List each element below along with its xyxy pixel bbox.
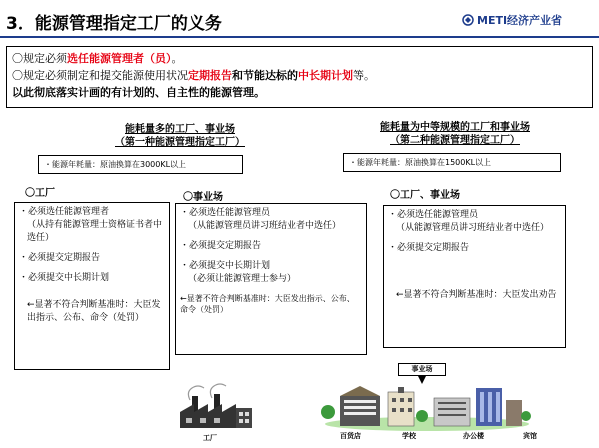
intro-line-1-prefix: 〇规定必须 [12, 52, 67, 65]
both-item-2: ・必须提交定期报告 [388, 243, 470, 253]
both-item-1: ・必须选任能源管理员 [388, 210, 479, 220]
page-title: 3．能源管理指定工厂的义务 [6, 14, 222, 34]
business-buildings-illustration-icon [322, 384, 532, 430]
business-item-2: ・必须提交定期报告 [180, 241, 262, 251]
office-label: 办公楼 [463, 432, 484, 440]
intro-line-2 [12, 67, 587, 84]
business-section-label: 〇事业场 [183, 192, 223, 203]
business-tag: 事业场 [398, 363, 446, 376]
right-col-heading-2: （第二种能源管理指定工厂） [390, 135, 520, 146]
business-item-3-sub: （必须让能源管理士参与） [188, 274, 297, 284]
business-penalty: ←显著不符合判断基准时：大臣发出指示、公布、命令（处罚） [180, 294, 355, 314]
dept-store-label: 百货店 [340, 432, 361, 440]
factory-item-1-sub: （从持有能源管理士资格证书者中选任） [27, 220, 163, 243]
intro-line-1-suffix: 。 [171, 52, 183, 65]
intro-line-2-prefix: 〇规定必须制定和提交能源使用状况 [12, 69, 188, 82]
factory-item-3: ・必须提交中长期计划 [19, 273, 110, 283]
factory-illustration-icon [178, 382, 258, 432]
left-col-heading-1: 能耗量多的工厂、事业场 [125, 124, 235, 135]
both-obligations-box [383, 205, 566, 348]
business-item-1: ・必须选任能源管理员 [180, 208, 271, 218]
both-penalty: ←显著不符合判断基准时：大臣发出劝告 [396, 290, 557, 300]
left-col-heading [90, 123, 270, 149]
meti-logo-icon [462, 14, 474, 26]
intro-line-1-highlight: 选任能源管理者（员） [67, 52, 172, 65]
school-label: 学校 [402, 432, 416, 440]
intro-line-1 [12, 50, 587, 67]
right-col-heading [350, 121, 560, 147]
meti-logo [462, 12, 562, 28]
factory-item-2: ・必须提交定期报告 [19, 253, 101, 263]
intro-line-2-mid: 和节能达标的 [232, 69, 298, 82]
left-col-heading-2: （第一种能源管理指定工厂） [115, 137, 245, 148]
intro-box [6, 46, 593, 108]
both-section-label: 〇工厂、事业场 [390, 190, 460, 201]
left-col-criterion: ・能源年耗量：原油换算在3000KL以上 [38, 155, 243, 174]
factory-illustration-label: 工厂 [203, 434, 217, 442]
title-divider [0, 36, 599, 38]
intro-line-2-suffix: 等。 [353, 69, 375, 82]
business-item-1-sub: （从能源管理员讲习班结业者中选任） [188, 221, 342, 231]
factory-obligations-box [14, 202, 170, 370]
hotel-label: 宾馆 [523, 432, 537, 440]
factory-section-label: 〇工厂 [25, 188, 55, 199]
intro-line-3: 以此彻底落实计画的有计划的、自主性的能源管理。 [12, 86, 265, 99]
factory-penalty: ←显著不符合判断基准时：大臣发出指示、公布、命令（处罚） [27, 300, 161, 323]
logo-text: METI经济产业省 [477, 14, 563, 27]
intro-line-2-highlight-1: 定期报告 [188, 69, 232, 82]
factory-item-1: ・必须选任能源管理者 [19, 207, 110, 217]
right-col-heading-1: 能耗量为中等规模的工厂和事业场 [380, 122, 530, 133]
both-item-1-sub: （从能源管理员讲习班结业者中选任） [396, 223, 550, 233]
business-item-3: ・必须提交中长期计划 [180, 261, 271, 271]
intro-line-2-highlight-2: 中长期计划 [298, 69, 353, 82]
right-col-criterion: ・能源年耗量：原油换算在1500KL以上 [343, 153, 561, 172]
business-obligations-box [175, 203, 367, 355]
tag-pointer-icon [418, 376, 426, 384]
